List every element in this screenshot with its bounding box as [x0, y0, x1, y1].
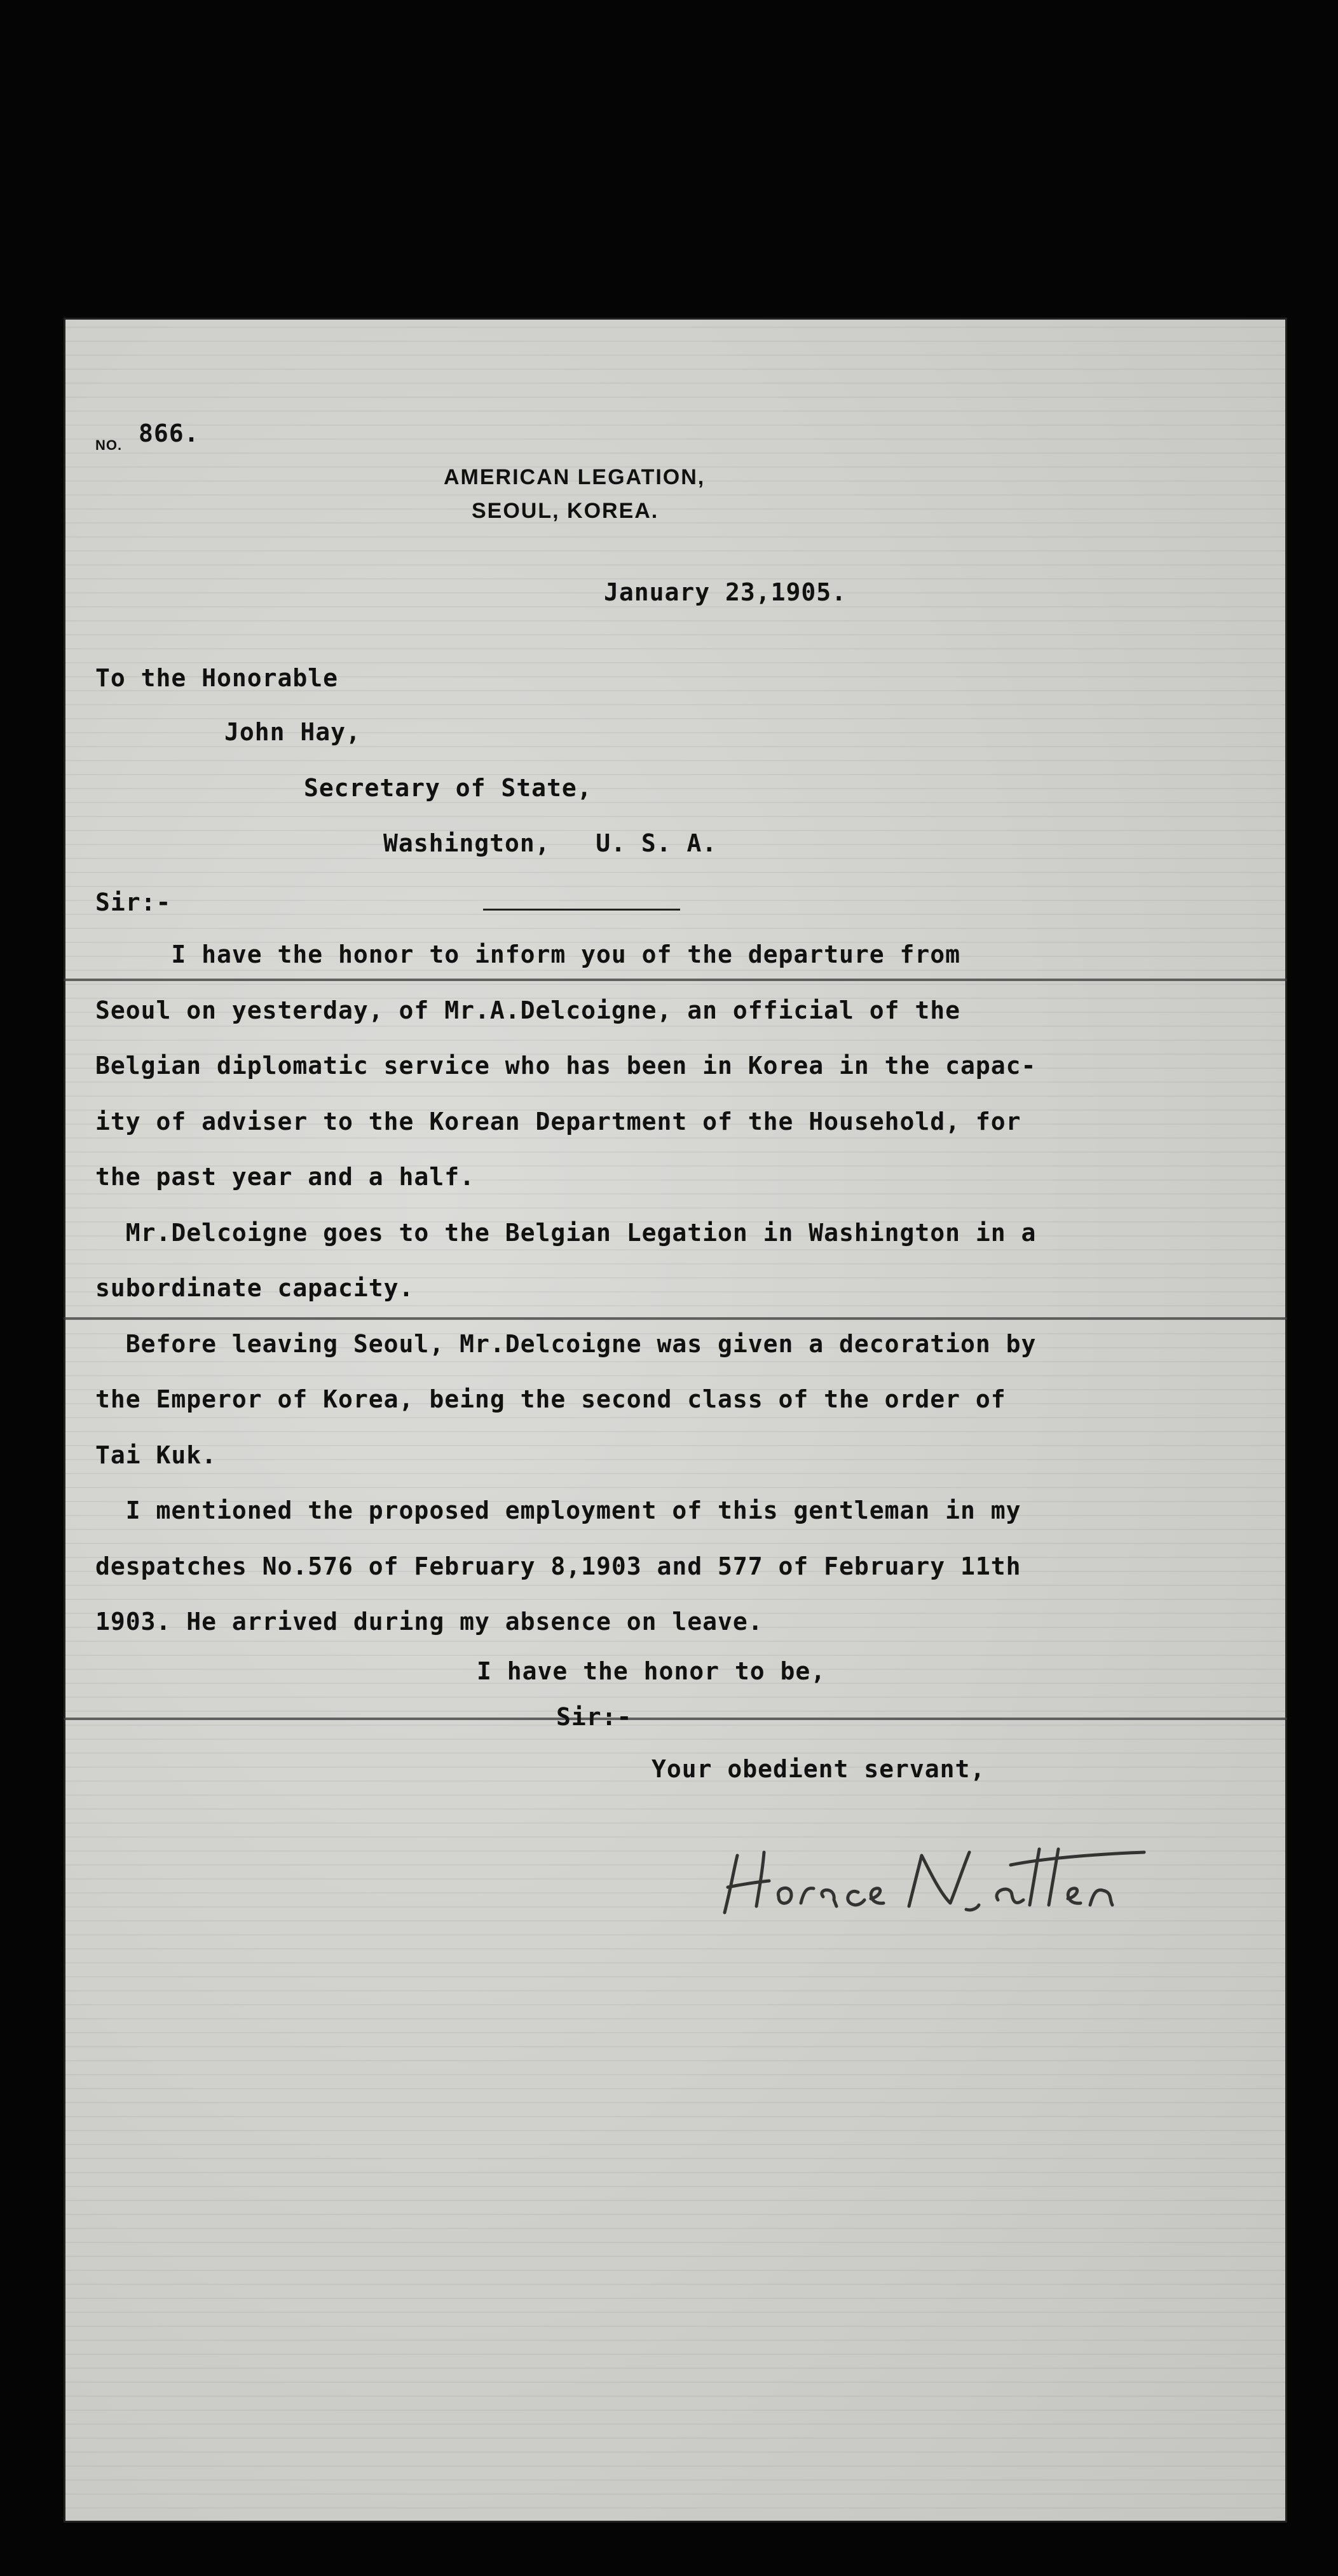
letter-date: January 23,1905. — [604, 578, 847, 606]
body-line: 1903. He arrived during my absence on leave. — [95, 1608, 763, 1636]
closing-line-3: Your obedient servant, — [652, 1755, 986, 1783]
signature-image — [712, 1836, 1157, 1932]
addressee-name: John Hay, — [224, 718, 361, 746]
body-line: ity of adviser to the Korean Department of the Household, for — [95, 1108, 1021, 1135]
salutation-to: To the Honorable — [95, 664, 339, 692]
letter-number-prefix: NO. — [95, 437, 123, 453]
letter-page — [64, 318, 1287, 2523]
page-rule — [64, 1317, 1287, 1320]
body-line: I mentioned the proposed employment of this gentleman in my — [95, 1496, 1021, 1524]
body-line: Seoul on yesterday, of Mr.A.Delcoigne, an official of the — [95, 996, 961, 1024]
body-line: the Emperor of Korea, being the second class of the order of — [95, 1385, 1006, 1413]
body-line: despatches No.576 of February 8,1903 and 577 of February 11th — [95, 1552, 1021, 1580]
date-underline — [483, 909, 680, 911]
letter-number: 866. — [139, 419, 200, 447]
body-line: Mr.Delcoigne goes to the Belgian Legation in Washington in a — [95, 1219, 1037, 1247]
greeting: Sir:- — [95, 888, 172, 916]
body-line: Belgian diplomatic service who has been in Korea in the capac- — [95, 1052, 1037, 1080]
addressee-place: Washington, U. S. A. — [383, 829, 718, 857]
closing-line-2: Sir:- — [556, 1703, 632, 1731]
letterhead-line-2: SEOUL, KOREA. — [472, 499, 659, 523]
body-line: Tai Kuk. — [95, 1441, 217, 1469]
body-line: the past year and a half. — [95, 1163, 475, 1191]
letterhead-line-1: AMERICAN LEGATION, — [444, 465, 706, 489]
body-line: Before leaving Seoul, Mr.Delcoigne was given a decoration by — [95, 1330, 1037, 1358]
body-line: subordinate capacity. — [95, 1274, 414, 1302]
closing-line-1: I have the honor to be, — [477, 1657, 826, 1685]
addressee-title: Secretary of State, — [304, 774, 592, 802]
body-line: I have the honor to inform you of the departure from — [95, 940, 961, 968]
page-rule — [64, 979, 1287, 981]
page-rule — [64, 1718, 1287, 1720]
